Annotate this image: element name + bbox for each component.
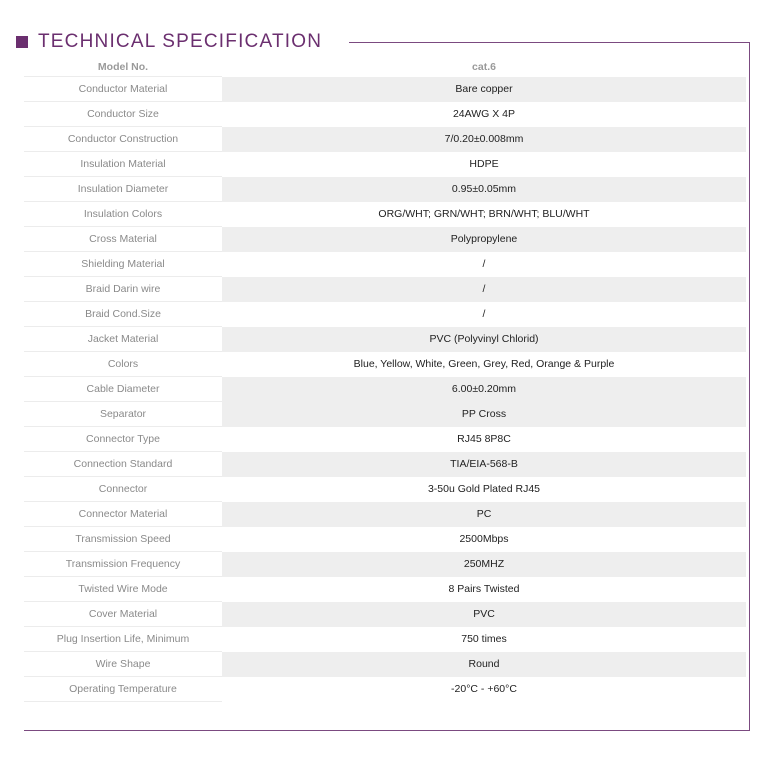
table-header-row xyxy=(24,57,746,77)
spec-label: Separator xyxy=(24,402,222,427)
spec-value: / xyxy=(482,308,486,320)
table-row xyxy=(24,502,746,527)
model-no-value: cat.6 xyxy=(472,61,496,73)
spec-label: Plug Insertion Life, Minimum xyxy=(24,627,222,652)
spec-label: Connector Type xyxy=(24,427,222,452)
spec-value: Round xyxy=(222,652,746,677)
spec-label: Operating Temperature xyxy=(24,677,222,702)
table-row xyxy=(24,252,746,277)
model-no-label: Model No. xyxy=(24,57,222,77)
spec-value: Polypropylene xyxy=(222,227,746,252)
spec-label: Cable Diameter xyxy=(24,377,222,402)
table-row xyxy=(24,527,746,552)
table-row xyxy=(24,352,746,377)
spec-label: Connection Standard xyxy=(24,452,222,477)
spec-value: PP Cross xyxy=(222,402,746,427)
table-row xyxy=(24,327,746,352)
spec-label: Conductor Material xyxy=(24,77,222,102)
spec-value: PVC (Polyvinyl Chlorid) xyxy=(222,327,746,352)
spec-value: 2500Mbps xyxy=(459,533,509,545)
table-row xyxy=(24,177,746,202)
table-row xyxy=(24,552,746,577)
table-row xyxy=(24,627,746,652)
spec-label: Transmission Frequency xyxy=(24,552,222,577)
table-row xyxy=(24,102,746,127)
table-row xyxy=(24,477,746,502)
spec-value: 24AWG X 4P xyxy=(452,108,516,120)
spec-label: Cover Material xyxy=(24,602,222,627)
spec-value: HDPE xyxy=(469,158,499,170)
spec-value: -20°C - +60°C xyxy=(451,683,517,695)
spec-label: Insulation Material xyxy=(24,152,222,177)
table-row xyxy=(24,452,746,477)
spec-value: 750 times xyxy=(461,633,507,645)
spec-label: Braid Cond.Size xyxy=(24,302,222,327)
spec-label: Transmission Speed xyxy=(24,527,222,552)
spec-label: Braid Darin wire xyxy=(24,277,222,302)
spec-label: Connector Material xyxy=(24,502,222,527)
spec-label: Wire Shape xyxy=(24,652,222,677)
spec-value: PC xyxy=(222,502,746,527)
spec-value: 0.95±0.05mm xyxy=(222,177,746,202)
spec-label: Conductor Construction xyxy=(24,127,222,152)
table-row xyxy=(24,77,746,102)
header-square-icon xyxy=(16,36,28,48)
table-row xyxy=(24,227,746,252)
spec-label: Conductor Size xyxy=(24,102,222,127)
table-row xyxy=(24,402,746,427)
table-row xyxy=(24,677,746,702)
spec-label: Colors xyxy=(24,352,222,377)
spec-value: Bare copper xyxy=(222,77,746,102)
spec-label: Shielding Material xyxy=(24,252,222,277)
section-title: TECHNICAL SPECIFICATION xyxy=(38,31,323,52)
spec-value: 6.00±0.20mm xyxy=(222,377,746,402)
spec-value: RJ45 8P8C xyxy=(457,433,511,445)
spec-value: TIA/EIA-568-B xyxy=(222,452,746,477)
spec-value: 3-50u Gold Plated RJ45 xyxy=(427,483,541,495)
spec-label: Insulation Diameter xyxy=(24,177,222,202)
spec-value: 8 Pairs Twisted xyxy=(448,583,520,595)
table-row xyxy=(24,127,746,152)
spec-value: / xyxy=(222,277,746,302)
spec-value: ORG/WHT; GRN/WHT; BRN/WHT; BLU/WHT xyxy=(378,208,590,220)
spec-table xyxy=(24,57,746,702)
table-row xyxy=(24,152,746,177)
table-row xyxy=(24,377,746,402)
table-row xyxy=(24,302,746,327)
table-row xyxy=(24,602,746,627)
spec-value: Blue, Yellow, White, Green, Grey, Red, Orange & Purple xyxy=(353,358,615,370)
spec-label: Insulation Colors xyxy=(24,202,222,227)
table-row xyxy=(24,577,746,602)
spec-rows xyxy=(24,77,746,702)
spec-label: Cross Material xyxy=(24,227,222,252)
spec-value: 250MHZ xyxy=(222,552,746,577)
spec-label: Jacket Material xyxy=(24,327,222,352)
spec-value: / xyxy=(482,258,486,270)
header-divider xyxy=(349,42,750,43)
section-header xyxy=(16,31,322,53)
spec-value: PVC xyxy=(222,602,746,627)
table-row xyxy=(24,202,746,227)
spec-value: 7/0.20±0.008mm xyxy=(222,127,746,152)
table-row xyxy=(24,427,746,452)
table-row xyxy=(24,277,746,302)
spec-label: Twisted Wire Mode xyxy=(24,577,222,602)
spec-label: Connector xyxy=(24,477,222,502)
table-row xyxy=(24,652,746,677)
